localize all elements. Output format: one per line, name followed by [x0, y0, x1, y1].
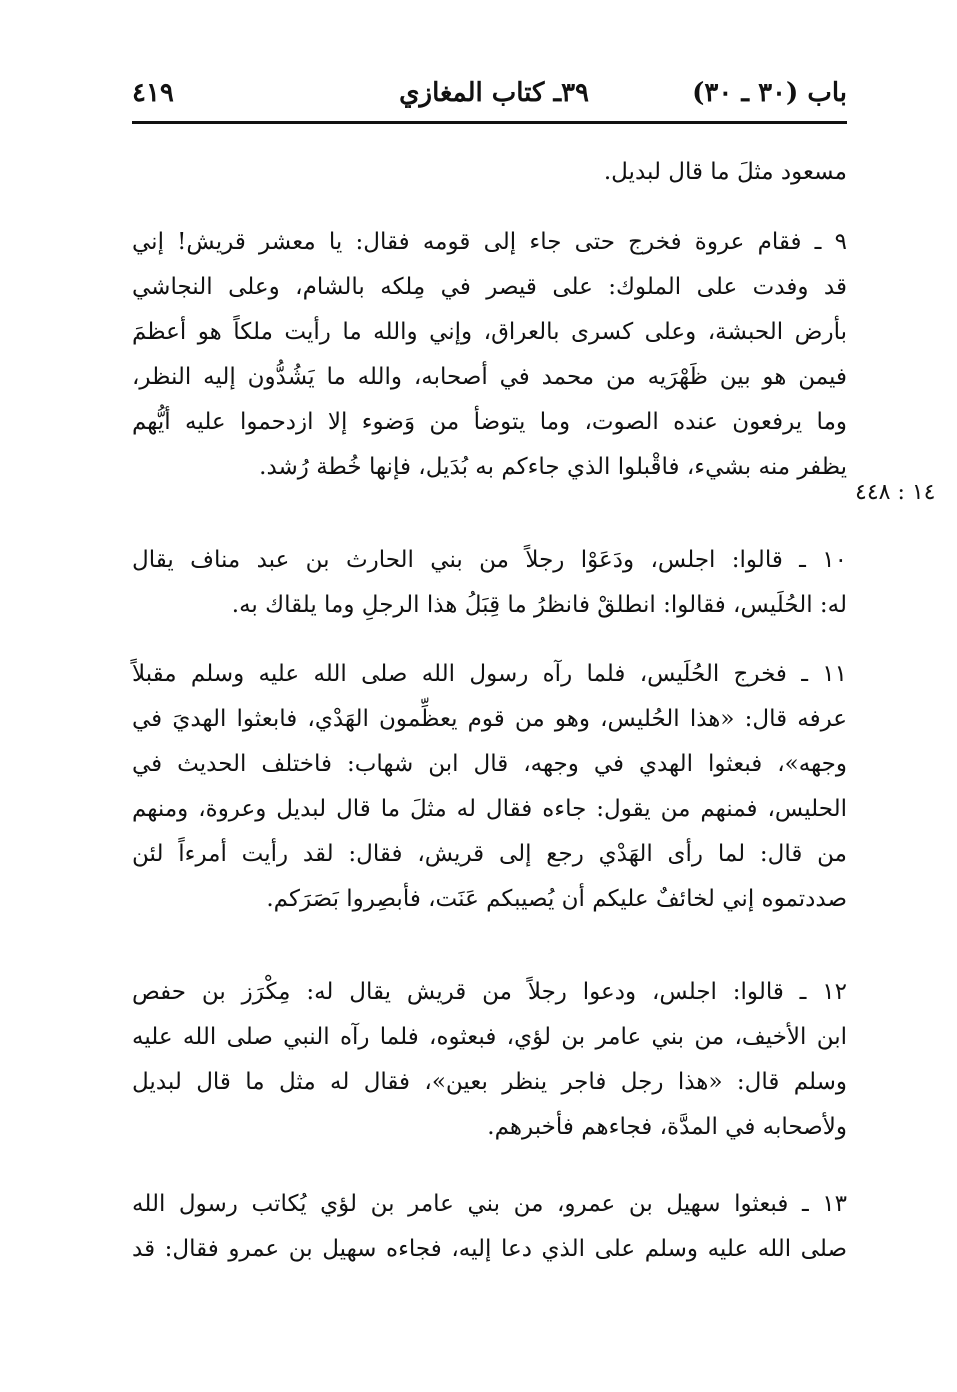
- book-heading: ٣٩ـ كتاب المغازي: [399, 78, 589, 108]
- text-line: ولأصحابه في المدَّة، فجاءهم فأخبرهم.: [487, 1114, 847, 1140]
- text-line: وجهه»، فبعثوا الهدي في وجهه، قال ابن شهاب: فاختلف الحديث في: [132, 751, 847, 777]
- text-line: صددتموه إني لخائفٌ عليكم أن يُصيبكم عَنَت، فأبصِروا بَصَرَكم.: [266, 886, 847, 912]
- text-line: ابن الأخيف، من بني عامر بن لؤي، فبعثوه، فلما رآه النبي صلى الله عليه: [132, 1024, 847, 1050]
- text-line: ٩ ـ فقام عروة فخرج حتى جاء إلى قومه فقال: يا معشر قريش! إني: [132, 229, 847, 255]
- text-line: وسلم قال: «هذا رجل فاجر ينظر بعين»، فقال له مثل ما قال لبديل: [132, 1069, 847, 1095]
- text-line: ١١ ـ فخرج الحُلَيس، فلما رآه رسول الله صلى الله عليه وسلم مقبلاً: [132, 661, 847, 687]
- page-header: [132, 72, 847, 122]
- text-line: وما يرفعون عنده الصوت، وما يتوضأ من وَضوء إلا ازدحموا عليه أيُّهم: [132, 409, 847, 435]
- paragraph-9: [132, 220, 847, 490]
- text-line: بأرض الحبشة، وعلى كسرى بالعراق، وإني والله ما رأيت ملكاً هو أعظمَ: [132, 319, 847, 345]
- chapter-heading: باب (٣٠ ـ ٣٠): [692, 78, 847, 108]
- text-line: ١٣ ـ فبعثوا سهيل بن عمرو، من بني عامر بن لؤي يُكاتب رسول الله: [132, 1191, 847, 1217]
- text-line: يظفر منه بشيء، فاقْبلوا الذي جاءكم به بُدَيل، فإنها خُطة رُشد.: [259, 454, 847, 480]
- text-line: له: الحُلَيس، فقالوا: انطلقْ فانظرُ ما قِبَلُ هذا الرجلِ وما يلقاك به.: [231, 592, 847, 618]
- text-line: قد وفدت على الملوك: على قيصر في مِلكه بالشام، وعلى النجاشي: [132, 274, 847, 300]
- text-line: مسعود مثلَ ما قال لبديل.: [603, 159, 847, 185]
- paragraph-11: [132, 652, 847, 922]
- header-rule: [132, 121, 847, 124]
- text-line: الحليس، فمنهم من يقول: جاءه فقال له مثلَ ما قال لبديل وعروة، ومنهم: [132, 796, 847, 822]
- text-line: من قال: لما رأى الهَدْي رجع إلى قريش، فقال: لقد رأيت أمرءاً لئن: [132, 841, 847, 867]
- paragraph-13: [132, 1182, 847, 1272]
- text-line: ١٢ ـ قالوا: اجلس، ودعوا رجلاً من قريش يقال له: مِكْرَز بن حفص: [132, 979, 847, 1005]
- page-number: ٤١٩: [132, 78, 174, 108]
- paragraph-12: [132, 970, 847, 1150]
- text-line: فيمن هو بين ظَهْرَيه من محمد في أصحابه، والله ما يَشُدُّون إليه النظر،: [132, 364, 847, 390]
- paragraph-10: [132, 538, 847, 628]
- text-line: صلى الله عليه وسلم على الذي دعا إليه، فجاءه سهيل بن عمرو فقال: قد: [132, 1236, 847, 1262]
- margin-reference: ١٤ : ٤٤٨: [855, 480, 936, 505]
- text-line: عرفه قال: «هذا الحُليس، وهو من قوم يعظِّمون الهَدْي، فابعثوا الهديَ في: [132, 706, 847, 732]
- text-line: ١٠ ـ قالوا: اجلس، ودَعَوْا رجلاً من بني الحارث بن عبد مناف يقال: [132, 547, 847, 573]
- paragraph-continuation: [132, 150, 847, 195]
